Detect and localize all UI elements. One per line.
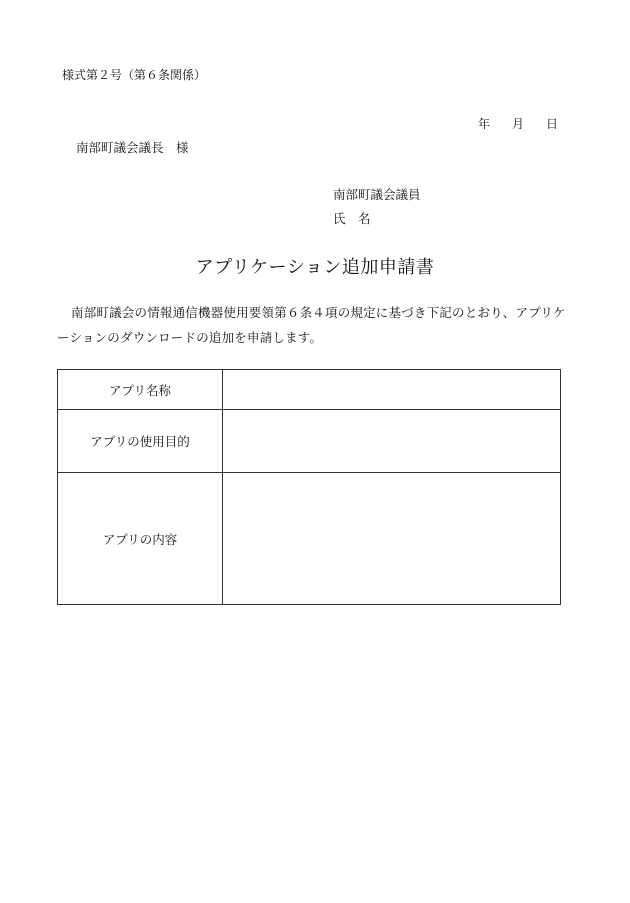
document-title: アプリケーション追加申請書 (195, 257, 435, 278)
applicant-name-label: 氏 名 (333, 211, 371, 226)
row-label-app-content: アプリの内容 (58, 473, 223, 605)
date-year: 年 (478, 117, 491, 131)
table-row (58, 370, 561, 410)
form-number: 様式第２号（第６条関係） (62, 68, 207, 82)
app-content-field[interactable] (223, 473, 561, 605)
applicant-role: 南部町議会議員 (333, 187, 421, 202)
date-day: 日 (546, 117, 559, 131)
table-row (58, 473, 561, 605)
addressee: 南部町議会議長 様 (76, 140, 189, 155)
app-name-field[interactable] (223, 370, 561, 410)
application-table (57, 369, 561, 605)
date-month: 月 (512, 117, 525, 131)
body-text: 南部町議会の情報通信機器使用要領第６条４項の規定に基づき下記のとおり、アプリケーションのダウンロードの追加を申請します。 (57, 305, 566, 345)
row-label-app-purpose: アプリの使用目的 (58, 410, 223, 473)
row-label-app-name: アプリ名称 (58, 370, 223, 410)
table-row (58, 410, 561, 473)
date-line (478, 115, 558, 132)
app-purpose-field[interactable] (223, 410, 561, 473)
